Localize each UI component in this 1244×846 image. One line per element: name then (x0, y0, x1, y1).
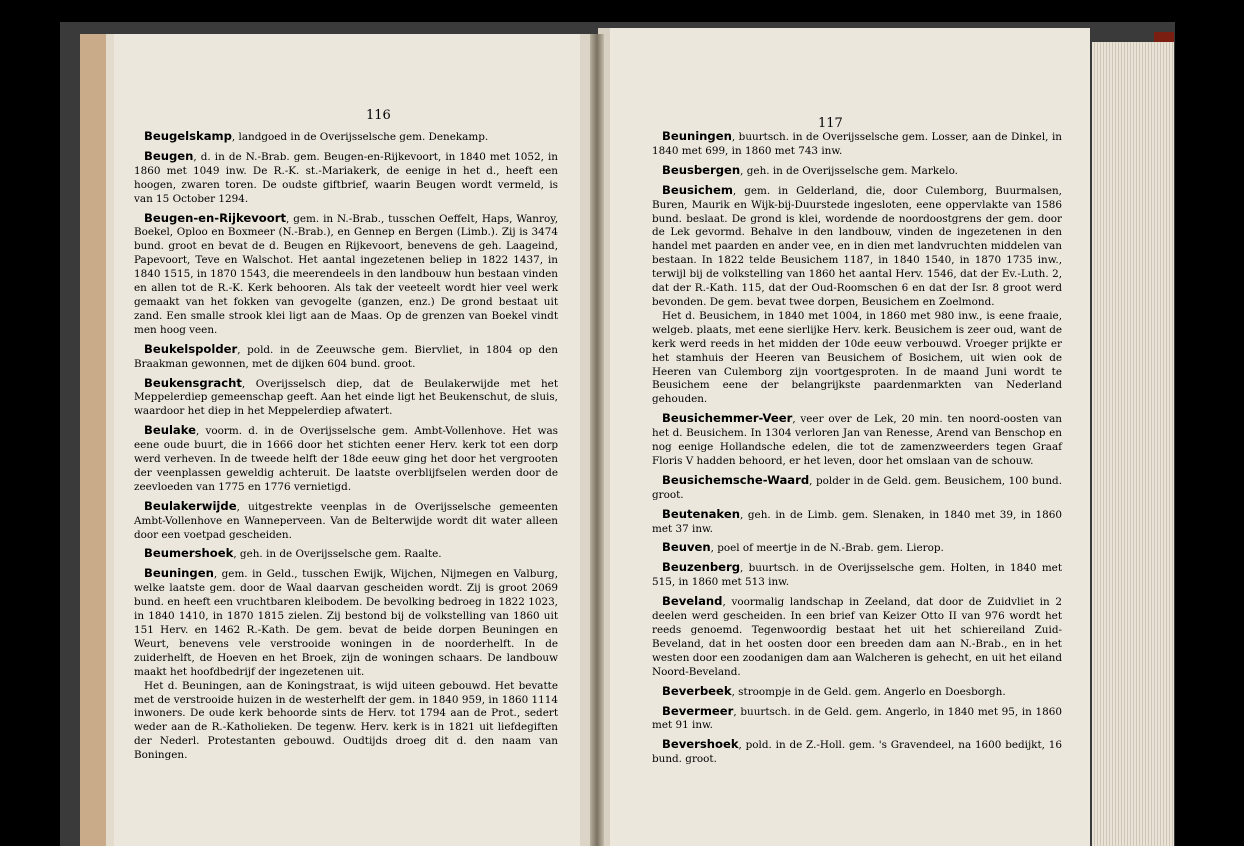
page-number-right: 117 (818, 116, 843, 131)
entry-headword: Bevermeer (662, 703, 734, 718)
entry-text: , buurtsch. in de Overijsselsche gem. Losser, aan de Dinkel, in 1840 met 699, in 1860 met 743 inw. (652, 131, 1062, 157)
entry (134, 377, 558, 420)
entry (134, 130, 558, 145)
entry (134, 150, 558, 207)
entry-text: , geh. in de Overijsselsche gem. Markelo. (740, 164, 958, 177)
entry-text: , polder in de Geld. gem. Beusichem, 100 bund. groot. (652, 474, 1062, 501)
entry-text: , poel of meertje in de N.-Brab. gem. Lierop. (710, 542, 944, 555)
right-column (652, 130, 1062, 772)
entry (134, 567, 558, 763)
entry-headword: Beulakerwijde (144, 498, 237, 513)
entry-text: , voorm. d. in de Overijsselsche gem. Ambt-Vollenhove. Het was eene oude buurt, die in 1666 door het stichten eener Herv. kerk tot een dorp werd verheven. In de tweede helft der 18de eeuw ging het door het vergrooten der veenplassen geweldig achteruit. De laatste overblijfselen werden door de zeevloeden van 1775 en 1776 vernietigd. (134, 425, 558, 493)
entry-text: , buurtsch. in de Overijsselsche gem. Holten, in 1840 met 515, in 1860 met 513 inw. (652, 562, 1062, 589)
entry-headword: Beulake (144, 423, 197, 438)
entry (652, 685, 1062, 700)
page-number-left: 116 (366, 108, 391, 123)
entry-headword: Beukensgracht (144, 375, 242, 390)
entry (652, 474, 1062, 503)
entry-headword: Beutenaken (662, 506, 740, 521)
entry-headword: Beuningen (144, 566, 214, 581)
entry-text: , pold. in de Z.-Holl. gem. 's Gravendeel, na 1600 bedijkt, 16 bund. groot. (652, 739, 1062, 766)
entry (652, 412, 1062, 469)
entry-text: , pold. in de Zeeuwsche gem. Biervliet, in 1804 op den Braakman gewonnen, met de dijken 604 bund. groot. (134, 343, 558, 370)
entry (134, 547, 558, 562)
entry-headword: Beuningen (662, 129, 732, 143)
entry-headword: Beusichemmer-Veer (662, 411, 793, 426)
entry (652, 164, 1062, 179)
entry-text: , voormalig landschap in Zeeland, dat door de Zuidvliet in 2 deelen werd gescheiden. In een brief van Keizer Otto II van 976 wordt het reeds genoemd. Tegenwoordig bestaat het uit het schiereiland Zuid-Beveland, dat in het oosten door een breeden dam aan N.-Brab., en in het westen door een zoodanigen dam aan Walcheren is gehecht, en uit het eiland Noord-Beveland. (652, 596, 1062, 678)
entry-headword: Beumershoek (144, 546, 234, 561)
entry-text: , uitgestrekte veenplas in de Overijsselsche gemeenten Ambt-Vollenhove en Wanneperveen. Van de Belterwijde wordt dit water alleen door een voetpad gescheiden. (134, 500, 558, 541)
entry-text: , geh. in de Overijsselsche gem. Raalte. (233, 548, 442, 561)
entry-headword: Beuzenberg (662, 560, 740, 575)
entry-headword: Beuven (662, 540, 711, 555)
entry (134, 424, 558, 495)
entry-text: , gem. in Geld., tusschen Ewijk, Wijchen, Nijmegen en Valburg, welke laatste gem. door de Waal daarvan gescheiden wordt. Zij is groot 2069 bund. en heeft een vruchtbaren kleibodem. De bevolking bedroeg in 1822 1023, in 1840 1410, in 1870 1815 zielen. Zij bestond bij de volkstelling van 1860 uit 151 Herv. en 1462 R.-Kath. De gem. bevat de beide dorpen Beuningen en Weurt, benevens vele verstrooide woningen in de noorderhelft. In de zuiderhelft, de Hoeven en het Broek, zijn de woningen schaars. De landbouw maakt het hoofdbedrijf der ingezetenen uit. (134, 568, 558, 678)
entry (652, 561, 1062, 590)
entry-headword: Beveland (662, 594, 723, 609)
page-block-edge (1092, 42, 1174, 846)
entry-text: , gem. in N.-Brab., tusschen Oeffelt, Haps, Wanroy, Boekel, Oploo en Boxmeer (N.-Brab.), en Gennep en Bergen (Limb.). Zij is 3474 bund. groot en bevat de d. Beugen en Rijkevoort, benevens de geh. Laageind, Papevoort, Teve en Walschot. Het aantal ingezetenen beliep in 1822 1437, in 1840 1515, in 1870 1543, die meerendeels in den landbouw hun bestaan vinden en allen tot de R.-K. Kerk behooren. Als tak der veeteelt wordt hier veel werk gemaakt van het fokken van gevogelte (ganzen, enz.) De grond bestaat uit zand. Een smalle strook klei ligt aan de Maas. Op de grenzen van Boekel vindt men hoog veen. (134, 212, 558, 336)
left-column (134, 130, 558, 768)
entry-text-paragraph: Het d. Beuningen, aan de Koningstraat, is wijd uiteen gebouwd. Het bevatte met de verstrooide huizen in de westerhelft der gem. in 1840 959, in 1860 1114 inwoners. De oude kerk behoorde sints de Herv. tot 1794 aan de Prot., sedert weder aan de R.-Katholieken. De tegenw. Herv. kerk is in 1821 uit liefdegiften der Nederl. Protestanten gebouwd. Oudtijds droeg dit d. den naam van Boningen. (134, 679, 558, 762)
entry-text: , veer over de Lek, 20 min. ten noord-oosten van het d. Beusichem. In 1304 verloren Jan van Renesse, Arend van Benschop en nog eenige Hollandsche edelen, die tot de zamenzweerders tegen Graaf Floris V hadden behoord, er het leven, door het omslaan van de schouw. (652, 413, 1062, 467)
entry-text: , landgoed in de Overijsselsche gem. Denekamp. (231, 131, 489, 143)
entry-text: , Overijsselsch diep, dat de Beulakerwijde met het Meppelerdiep gemeenschap geeft. Aan het einde ligt het Beukenschut, de sluis, waardoor het diep in het Meppelerdiep afwatert. (134, 377, 558, 418)
entry-headword: Beugen (144, 148, 194, 163)
entry (134, 500, 558, 543)
entry (134, 212, 558, 338)
entry (134, 343, 558, 372)
entry-text: , gem. in Gelderland, die, door Culemborg, Buurmalsen, Buren, Maurik en Wijk-bij-Duurstede ingesloten, eene oppervlakte van 1586 bund. beslaat. De grond is klei, wordende de noordoostgrens der gem. door de Lek gevormd. Behalve in den landbouw, vinden de ingezetenen in den handel met paarden en ander vee, en in dien met landvruchten middelen van bestaan. In 1822 telde Beusichem 1187, in 1840 1540, in 1870 1735 inw., terwijl bij de volkstelling van 1860 het aantal Herv. 1546, dat der Ev.-Luth. 2, dat der R.-Kath. 115, dat der Oud-Roomschen 6 en dat der Isr. 8 groot werd bevonden. De gem. bevat twee dorpen, Beusichem en Zoelmond. (652, 184, 1062, 308)
entry-headword: Beusbergen (662, 162, 741, 177)
entry-text: , buurtsch. in de Geld. gem. Angerlo, in 1840 met 95, in 1860 met 91 inw. (652, 705, 1062, 732)
entry (652, 705, 1062, 734)
book-gutter (590, 34, 604, 846)
entry-headword: Beverbeek (662, 683, 732, 698)
entry-headword: Beugelskamp (144, 129, 232, 143)
entry (652, 541, 1062, 556)
entry-headword: Beusichem (662, 182, 733, 197)
entry (652, 184, 1062, 408)
entry-headword: Bevershoek (662, 737, 739, 752)
entry-headword: Beugen-en-Rijkevoort (144, 210, 286, 225)
entry-text: , geh. in de Limb. gem. Slenaken, in 1840 met 39, in 1860 met 37 inw. (652, 508, 1062, 535)
entry-text: , stroompje in de Geld. gem. Angerlo en Doesborgh. (731, 685, 1006, 698)
entry-headword: Beukelspolder (144, 341, 238, 356)
entry (652, 595, 1062, 679)
entry (652, 508, 1062, 537)
entry (652, 738, 1062, 767)
entry-text-paragraph: Het d. Beusichem, in 1840 met 1004, in 1860 met 980 inw., is eene fraaie, welgeb. plaats, met eene sierlijke Herv. kerk. Beusichem is zeer oud, want de kerk werd reeds in het midden der 10de eeuw verbouwd. Vroeger prijkte er het stamhuis der Heeren van Beusichem of Bosichem, uit wien ook de Heeren van Culemborg zijn voortgesproten. In de maand Juni wordt te Beusichem eene der belangrijkste paardenmarkten van Nederland gehouden. (652, 309, 1062, 406)
entry-text: , d. in de N.-Brab. gem. Beugen-en-Rijkevoort, in 1840 met 1052, in 1860 met 1049 inw. De R.-K. st.-Mariakerk, de eenige in het d., heeft een hoogen, zwaren toren. De oudste giftbrief, waarin Beugen wordt vermeld, is van 15 October 1294. (134, 150, 558, 205)
entry (652, 130, 1062, 159)
entry-headword: Beusichemsche-Waard (662, 472, 810, 487)
